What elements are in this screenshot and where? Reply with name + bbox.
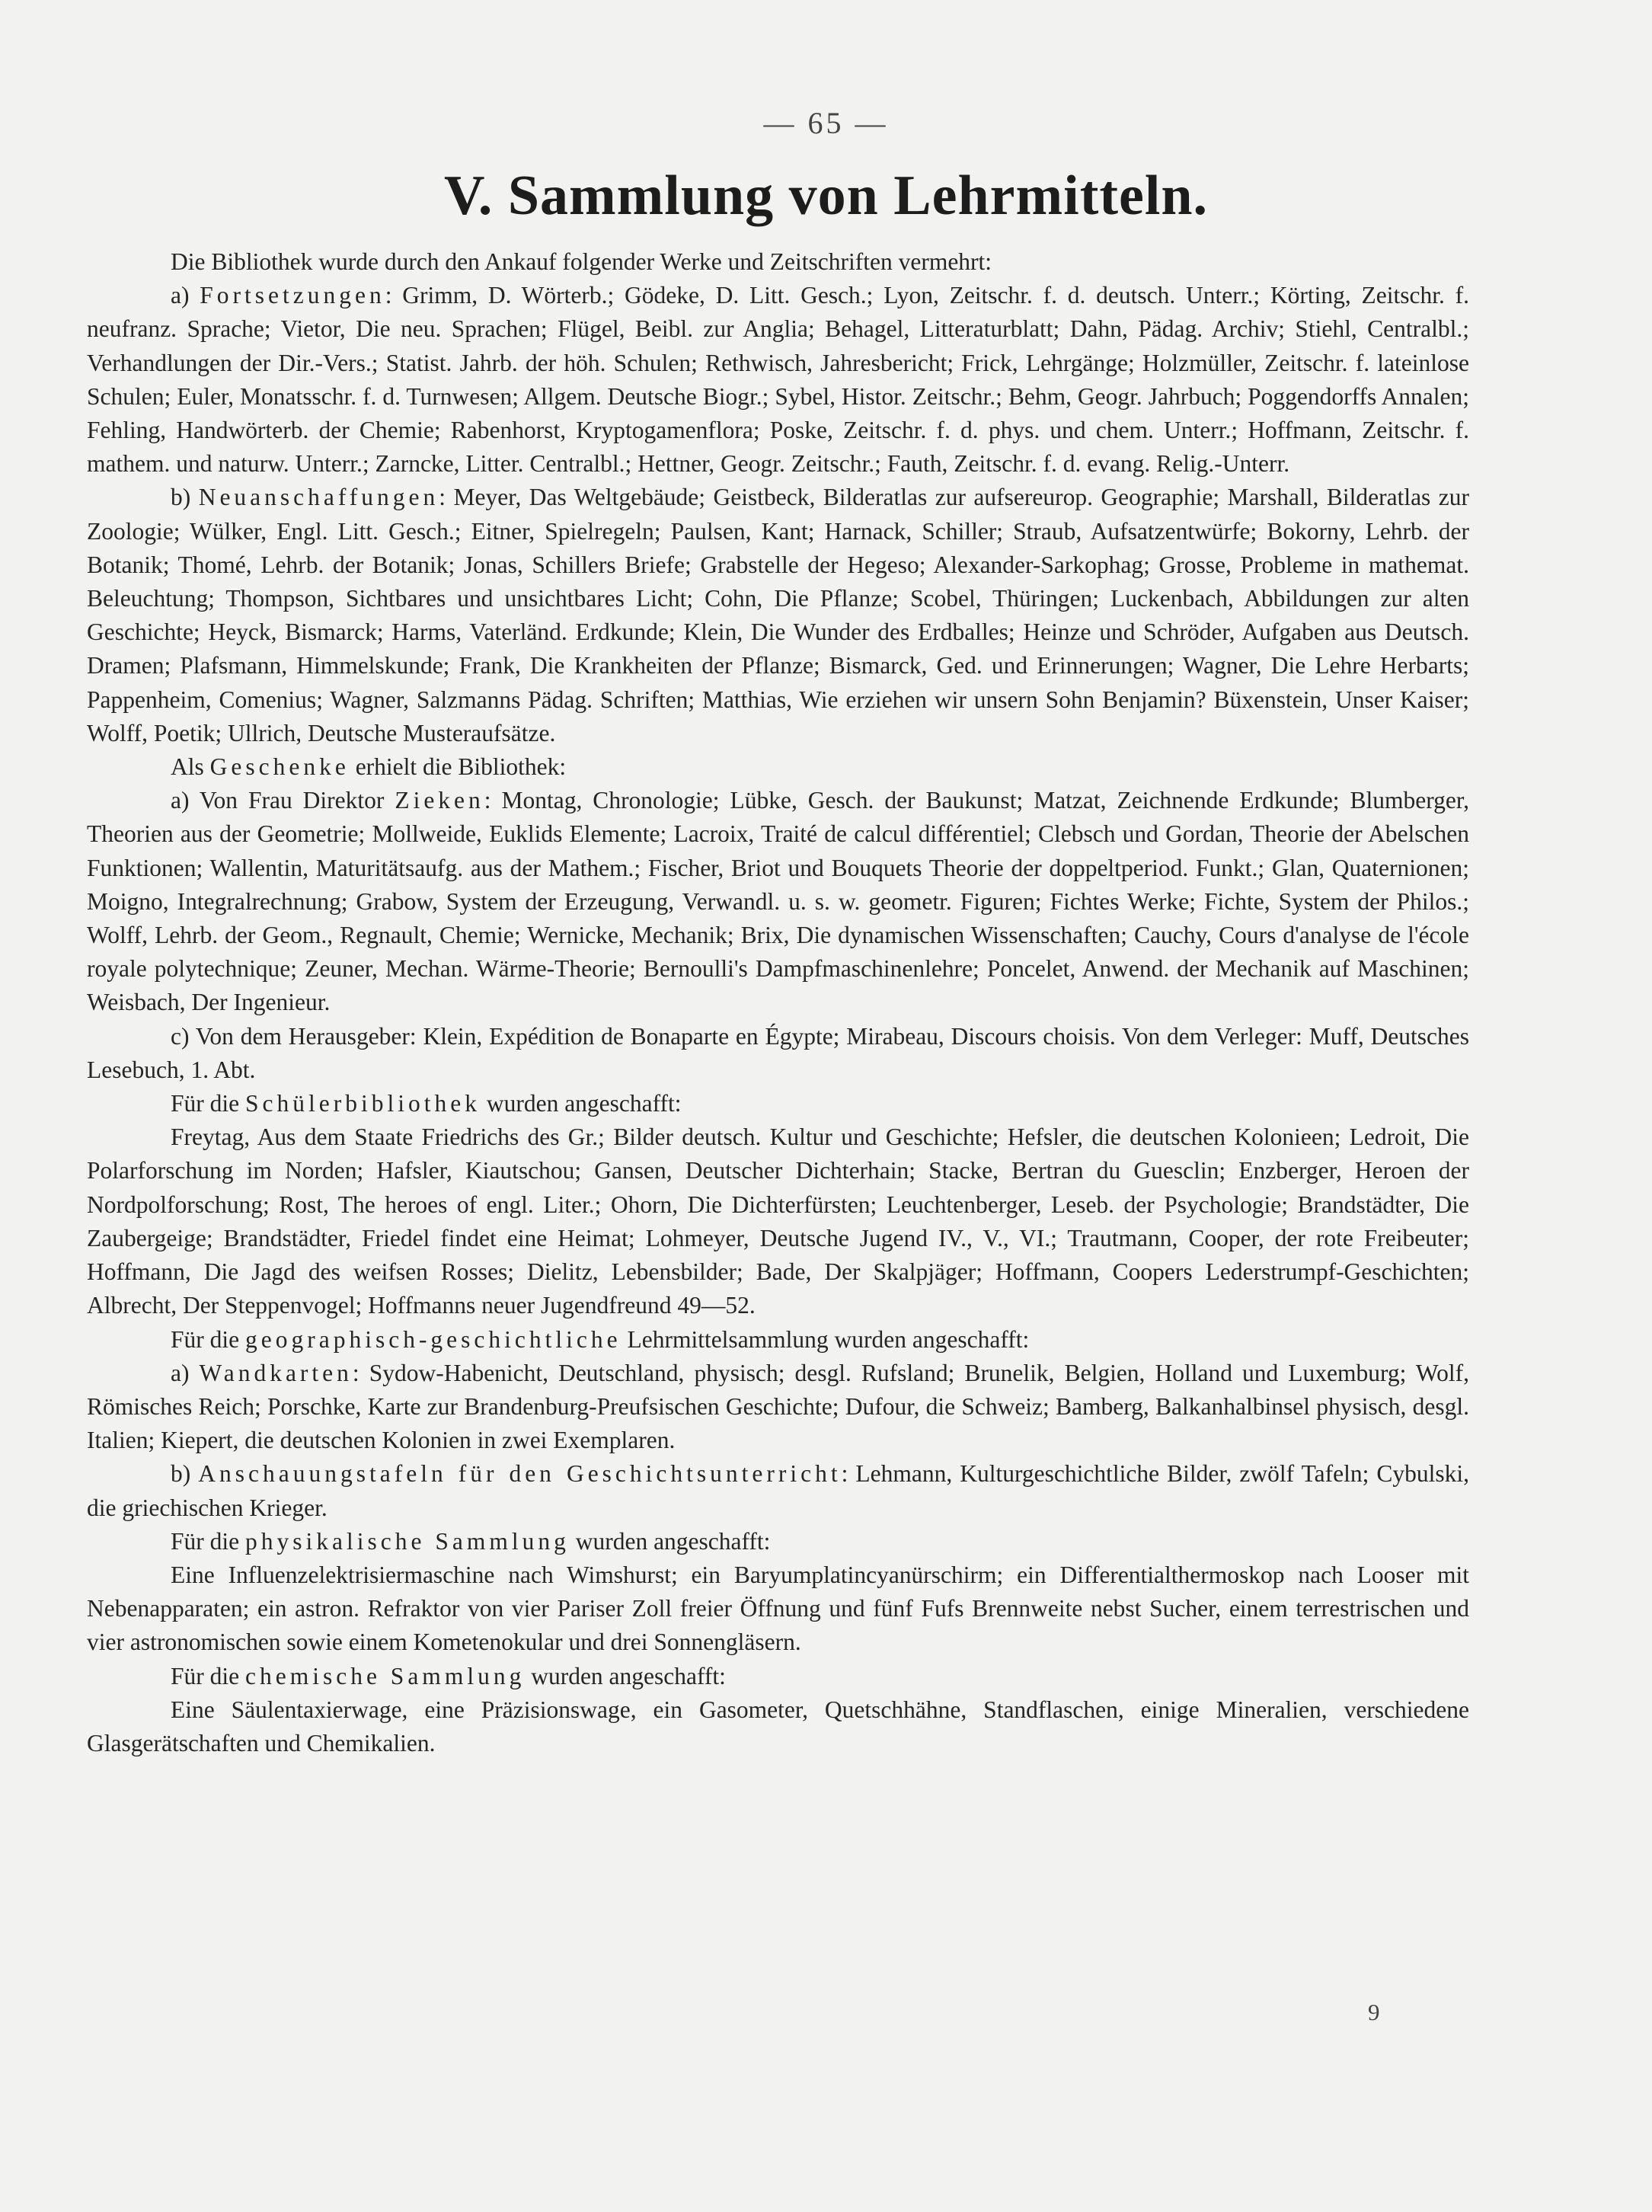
body-text xyxy=(87,245,1469,1760)
spaced-heading: Neuanschaffungen xyxy=(198,484,439,511)
paragraph-fortsetzungen: a) Fortsetzungen: Grimm, D. Wörterb.; Gödeke, D. Litt. Gesch.; Lyon, Zeitschr. f. d. deutsch. Unterr.; Körting, Zeitschr. f. neufranz. Sprache; Vietor, Die neu. Sprachen; Flügel, Beibl. zur Anglia; Behagel, Litteraturblatt; Dahn, Pädag. Archiv; Stiehl, Centralbl.; Verhandlungen der Dir.-Vers.; Statist. Jahrb. der höh. Schulen; Rethwisch, Jahresbericht; Frick, Lehrgänge; Holzmüller, Zeitschr. f. lateinlose Schulen; Euler, Monatsschr. f. d. Turnwesen; Allgem. Deutsche Biogr.; Sybel, Histor. Zeitschr.; Behm, Geogr. Jahrbuch; Poggendorffs Annalen; Fehling, Handwörterb. der Chemie; Rabenhorst, Kryptogamenflora; Poske, Zeitschr. f. d. phys. und chem. Unterr.; Hoffmann, Zeitschr. f. mathem. und naturw. Unterr.; Zarncke, Litter. Centralbl.; Hettner, Geogr. Zeitschr.; Fauth, Zeitschr. f. d. evang. Relig.-Unterr. xyxy=(87,282,1469,478)
spaced-heading: chemische Sammlung xyxy=(245,1662,526,1689)
paragraph-intro: Die Bibliothek wurde durch den Ankauf folgender Werke und Zeitschriften vermehrt: xyxy=(171,248,992,275)
page-number: — 65 — xyxy=(763,106,889,140)
spaced-heading: Geschenke xyxy=(209,753,350,781)
paragraph-wandkarten: a) Wandkarten: Sydow-Habenicht, Deutschland, physisch; desgl. Rufsland; Brunelik, Belgien, Holland und Luxemburg; Wolf, Römisches Reich; Porschke, Karte zur Brandenburg-Preufsischen Geschichte; Dufour, die Schweiz; Bamberg, Balkanhalbinsel physisch, desgl. Italien; Kiepert, die deutschen Kolonien in zwei Exemplaren. xyxy=(87,1359,1469,1454)
paragraph-neuanschaffungen: b) Neuanschaffungen: Meyer, Das Weltgebäude; Geistbeck, Bilderatlas zur aufsereurop. Geographie; Marshall, Bilderatlas zur Zoologie; Wülker, Engl. Litt. Gesch.; Eitner, Spielregeln; Paulsen, Kant; Harnack, Schiller; Straub, Aufsatzentwürfe; Bokorny, Lehrb. der Botanik; Thomé, Lehrb. der Botanik; Jonas, Schillers Briefe; Grabstelle der Hegeso; Alexander-Sarkophag; Grosse, Probleme in mathemat. Beleuchtung; Thompson, Sichtbares und unsichtbares Licht; Cohn, Die Pflanze; Scobel, Thüringen; Luckenbach, Abbildungen zur alten Geschichte; Heyck, Bismarck; Harms, Vaterländ. Erdkunde; Klein, Die Wunder des Erdballes; Heinze und Schröder, Aufgaben aus Deutsch. Dramen; Plafsmann, Himmelskunde; Frank, Die Krankheiten der Pflanze; Bismarck, Ged. und Erinnerungen; Wagner, Die Lehre Herbarts; Pappenheim, Comenius; Wagner, Salzmanns Pädag. Schriften; Matthias, Wie erziehen wir unsern Sohn Benjamin? Büxenstein, Unser Kaiser; Wolff, Poetik; Ullrich, Deutsche Musteraufsätze. xyxy=(87,484,1469,746)
spaced-heading: geographisch-geschichtliche xyxy=(245,1325,621,1353)
paragraph-schuelerbibliothek: Für die Schülerbibliothek wurden angeschafft: xyxy=(171,1090,682,1117)
spaced-heading: Schülerbibliothek xyxy=(245,1090,481,1117)
spaced-heading: physikalische Sammlung xyxy=(245,1527,570,1555)
spaced-heading: Fortsetzungen xyxy=(200,282,385,309)
paragraph-chemie-list: Eine Säulentaxierwage, eine Präzisionswage, ein Gasometer, Quetschhähne, Standflaschen, einige Mineralien, verschiedene Glasgerätschaften und Chemikalien. xyxy=(87,1696,1469,1756)
spaced-heading: Anschauungstafeln für den Geschichtsunterricht xyxy=(198,1460,842,1488)
paragraph-anschauungstafeln: b) Anschauungstafeln für den Geschichtsunterricht: Lehmann, Kulturgeschichtliche Bilder, zwölf Tafeln; Cybulski, die griechischen Krieger. xyxy=(87,1460,1469,1521)
paragraph-geographie: Für die geographisch-geschichtliche Lehrmittelsammlung wurden angeschafft: xyxy=(171,1325,1030,1353)
paragraph-chemie: Für die chemische Sammlung wurden angeschafft: xyxy=(171,1662,726,1689)
paragraph-zieken: a) Von Frau Direktor Zieken: Montag, Chronologie; Lübke, Gesch. der Baukunst; Matzat, Zeichnende Erdkunde; Blumberger, Theorien aus der Geometrie; Mollweide, Euklids Elemente; Lacroix, Traité de calcul différentiel; Clebsch und Gordan, Theorie der Abelschen Funktionen; Wallentin, Maturitätsaufg. aus der Mathem.; Fischer, Briot und Bouquets Theorie der doppeltperiod. Funkt.; Glan, Quaternionen; Moigno, Integralrechnung; Grabow, System der Erzeugung, Verwandl. u. s. w. geometr. Figuren; Fichtes Werke; Fichte, System der Philos.; Wolff, Lehrb. der Geom., Regnault, Chemie; Wernicke, Mechanik; Brix, Die dynamischen Wissenschaften; Cauchy, Cours d'analyse de l'école royale polytechnique; Zeuner, Mechan. Wärme-Theorie; Bernoulli's Dampfmaschinenlehre; Poncelet, Anwend. der Mechanik auf Maschinen; Weisbach, Der Ingenieur. xyxy=(87,787,1469,1016)
paragraph-geschenke: Als Geschenke erhielt die Bibliothek: xyxy=(171,753,567,781)
paragraph-schuelerbibliothek-list: Freytag, Aus dem Staate Friedrichs des Gr.; Bilder deutsch. Kultur und Geschichte; Hefsler, die deutschen Kolonieen; Ledroit, Die Polarforschung im Norden; Hafsler, Kiautschou; Gansen, Deutscher Dichterhain; Stacke, Bertran du Guesclin; Enzberger, Heroen der Nordpolforschung; Rost, The heroes of engl. Liter.; Ohorn, Die Dichterfürsten; Leuchtenberger, Leseb. der Psychologie; Brandstädter, Die Zaubergeige; Brandstädter, Friedel findet eine Heimat; Lohmeyer, Deutsche Jugend IV., V., VI.; Trautmann, Cooper, der rote Freibeuter; Hoffmann, Die Jagd des weifsen Rosses; Dielitz, Lebensbilder; Bade, Der Skalpjäger; Hoffmann, Coopers Lederstrumpf-Geschichten; Albrecht, Der Steppenvogel; Hoffmanns neuer Jugendfreund 49—52. xyxy=(87,1124,1469,1319)
section-title: V. Sammlung von Lehrmitteln. xyxy=(443,165,1209,227)
spaced-heading: Wandkarten xyxy=(199,1359,353,1386)
paragraph-physik: Für die physikalische Sammlung wurden angeschafft: xyxy=(171,1527,771,1555)
paragraph-herausgeber: c) Von dem Herausgeber: Klein, Expédition de Bonaparte en Égypte; Mirabeau, Discours choisis. Von dem Verleger: Muff, Deutsches Lesebuch, 1. Abt. xyxy=(87,1022,1469,1083)
spaced-heading: Zieken xyxy=(395,787,484,814)
paragraph-physik-list: Eine Influenzelektrisiermaschine nach Wimshurst; ein Baryumplatincyanürschirm; ein Differentialthermoskop nach Looser mit Nebenapparaten; ein astron. Refraktor von vier Pariser Zoll freier Öffnung und fünf Fufs Brennweite nebst Sucher, einem terrestrischen und vier astronomischen sowie einem Kometenokular und drei Sonnengläsern. xyxy=(87,1561,1469,1656)
signature-mark: 9 xyxy=(1368,1999,1380,2025)
